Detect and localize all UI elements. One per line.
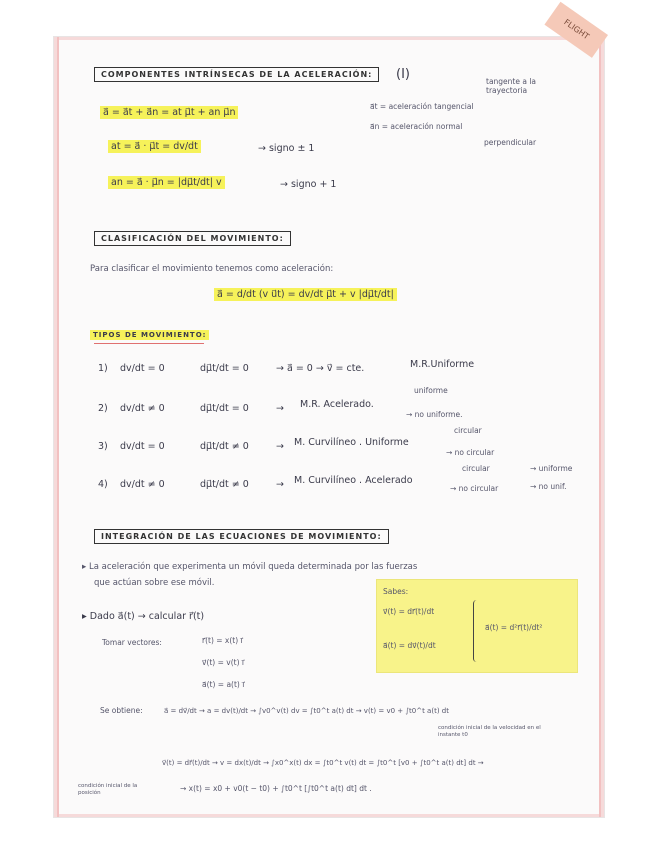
- row-result: →: [276, 441, 284, 452]
- classification-formula: a⃗ = d/dt (v u⃗t) = dv/dt μ⃗t + v |dμ⃗t/dt|: [214, 289, 397, 301]
- summary-box-title: Sabes:: [383, 587, 409, 596]
- normal-sign: → signo + 1: [280, 179, 337, 190]
- bullet-forces-line2: que actúan sobre ese móvil.: [94, 578, 215, 588]
- types-underline: [94, 343, 204, 344]
- row-condition-dv: dv/dt ≠ 0: [120, 479, 165, 490]
- branch-uniform: → uniforme: [530, 464, 573, 473]
- row-condition-dv: dv/dt = 0: [120, 441, 165, 452]
- vectors-label: Tomar vectores:: [102, 638, 162, 647]
- section-header-classification: CLASIFICACIÓN DEL MOVIMIENTO:: [94, 231, 291, 246]
- row-motion-name: M. Curvilíneo . Acelerado: [294, 475, 413, 486]
- branch-nonuniform: → no unif.: [530, 482, 567, 491]
- summary-velocity: v⃗(t) = dr⃗(t)/dt: [383, 607, 435, 616]
- row-result: →: [276, 403, 284, 414]
- vector-acceleration: a⃗(t) = a(t) i⃗: [202, 680, 245, 689]
- branch-uniform: uniforme: [414, 386, 448, 395]
- summary-acceleration: a⃗(t) = dv⃗(t)/dt: [383, 641, 436, 650]
- summary-box: [376, 579, 578, 673]
- types-header: TIPOS DE MOVIMIENTO:: [90, 329, 209, 341]
- row-number: 2): [98, 403, 108, 414]
- row-condition-dmu: dμ⃗t/dt ≠ 0: [200, 479, 249, 490]
- row-motion-name: M. Curvilíneo . Uniforme: [294, 437, 409, 448]
- position-integration: v⃗(t) = dr⃗(t)/dt → v = dx(t)/dt → ∫x0^x(t) dx = ∫t0^t v(t) dt = ∫t0^t [v0 + ∫t0^t a(t) dt] dt →: [162, 759, 484, 767]
- row-number: 4): [98, 479, 108, 490]
- perpendicular-note: perpendicular: [484, 138, 537, 147]
- margin-line: [599, 37, 601, 817]
- section-number: (I): [396, 67, 410, 82]
- normal-eq: an = a⃗ · μ⃗n = |dμ⃗t/dt| v: [108, 177, 225, 189]
- row-motion-name: M.R.Uniforme: [410, 359, 475, 370]
- velocity-integration: a⃗ = dv⃗/dt → a = dv(t)/dt → ∫v0^v(t) dv = ∫t0^t a(t) dt → v(t) = v0 + ∫t0^t a(t) dt: [164, 707, 449, 715]
- tangential-sign: → signo ± 1: [258, 143, 315, 154]
- notebook-page: [53, 17, 605, 818]
- margin-line: [57, 37, 59, 817]
- bullet-given-accel: ▸ Dado a⃗(t) → calcular r⃗(t): [82, 611, 205, 622]
- row-result: →: [276, 479, 284, 490]
- section-header-components: COMPONENTES INTRÍNSECAS DE LA ACELERACIÓN:: [94, 67, 379, 82]
- row-motion-name: M.R. Acelerado.: [300, 399, 374, 410]
- summary-result: a⃗(t) = d²r⃗(t)/dt²: [485, 623, 543, 632]
- row-number: 3): [98, 441, 108, 452]
- row-condition-dv: dv/dt ≠ 0: [120, 403, 165, 414]
- position-final: → x(t) = x0 + v0(t − t0) + ∫t0^t [∫t0^t a(t) dt] dt .: [180, 784, 372, 793]
- tangent-note: tangente a la trayectoria: [486, 77, 537, 95]
- row-condition-dv: dv/dt = 0: [120, 363, 165, 374]
- obtain-label: Se obtiene:: [100, 706, 143, 715]
- accel-decomposition: a⃗ = a⃗t + a⃗n = at μ⃗t + an μ⃗n: [100, 107, 238, 119]
- velocity-initial-note: condición inicial de la velocidad en el instante t0: [438, 725, 541, 738]
- vector-velocity: v⃗(t) = v(t) i⃗: [202, 658, 244, 667]
- branch-circular: circular: [454, 426, 482, 435]
- position-initial-note: condición inicial de la posición: [78, 783, 138, 796]
- row-number: 1): [98, 363, 108, 374]
- branch-noncircular: → no circular: [446, 448, 495, 457]
- branch-nonuniform: → no uniforme.: [406, 410, 463, 419]
- classification-intro: Para clasificar el movimiento tenemos como aceleración:: [90, 264, 334, 274]
- summary-brace: [473, 600, 480, 662]
- vector-position: r⃗(t) = x(t) i⃗: [202, 636, 243, 645]
- normal-definition: a⃗n = aceleración normal: [370, 122, 463, 131]
- row-condition-dmu: dμ⃗t/dt ≠ 0: [200, 441, 249, 452]
- branch-noncircular: → no circular: [450, 484, 499, 493]
- section-header-integration: INTEGRACIÓN DE LAS ECUACIONES DE MOVIMIENTO:: [94, 529, 389, 544]
- branch-circular: circular: [462, 464, 490, 473]
- tangential-definition: a⃗t = aceleración tangencial: [370, 102, 474, 111]
- row-condition-dmu: dμ⃗t/dt = 0: [200, 363, 249, 374]
- corner-tag: FLIGHT: [544, 2, 608, 58]
- tangential-eq: at = a⃗ · μ⃗t = dv/dt: [108, 141, 201, 153]
- row-result: → a⃗ = 0 → v⃗ = cte.: [276, 363, 365, 374]
- row-condition-dmu: dμ⃗t/dt = 0: [200, 403, 249, 414]
- bullet-forces-line1: ▸ La aceleración que experimenta un móvil queda determinada por las fuerzas: [82, 562, 418, 572]
